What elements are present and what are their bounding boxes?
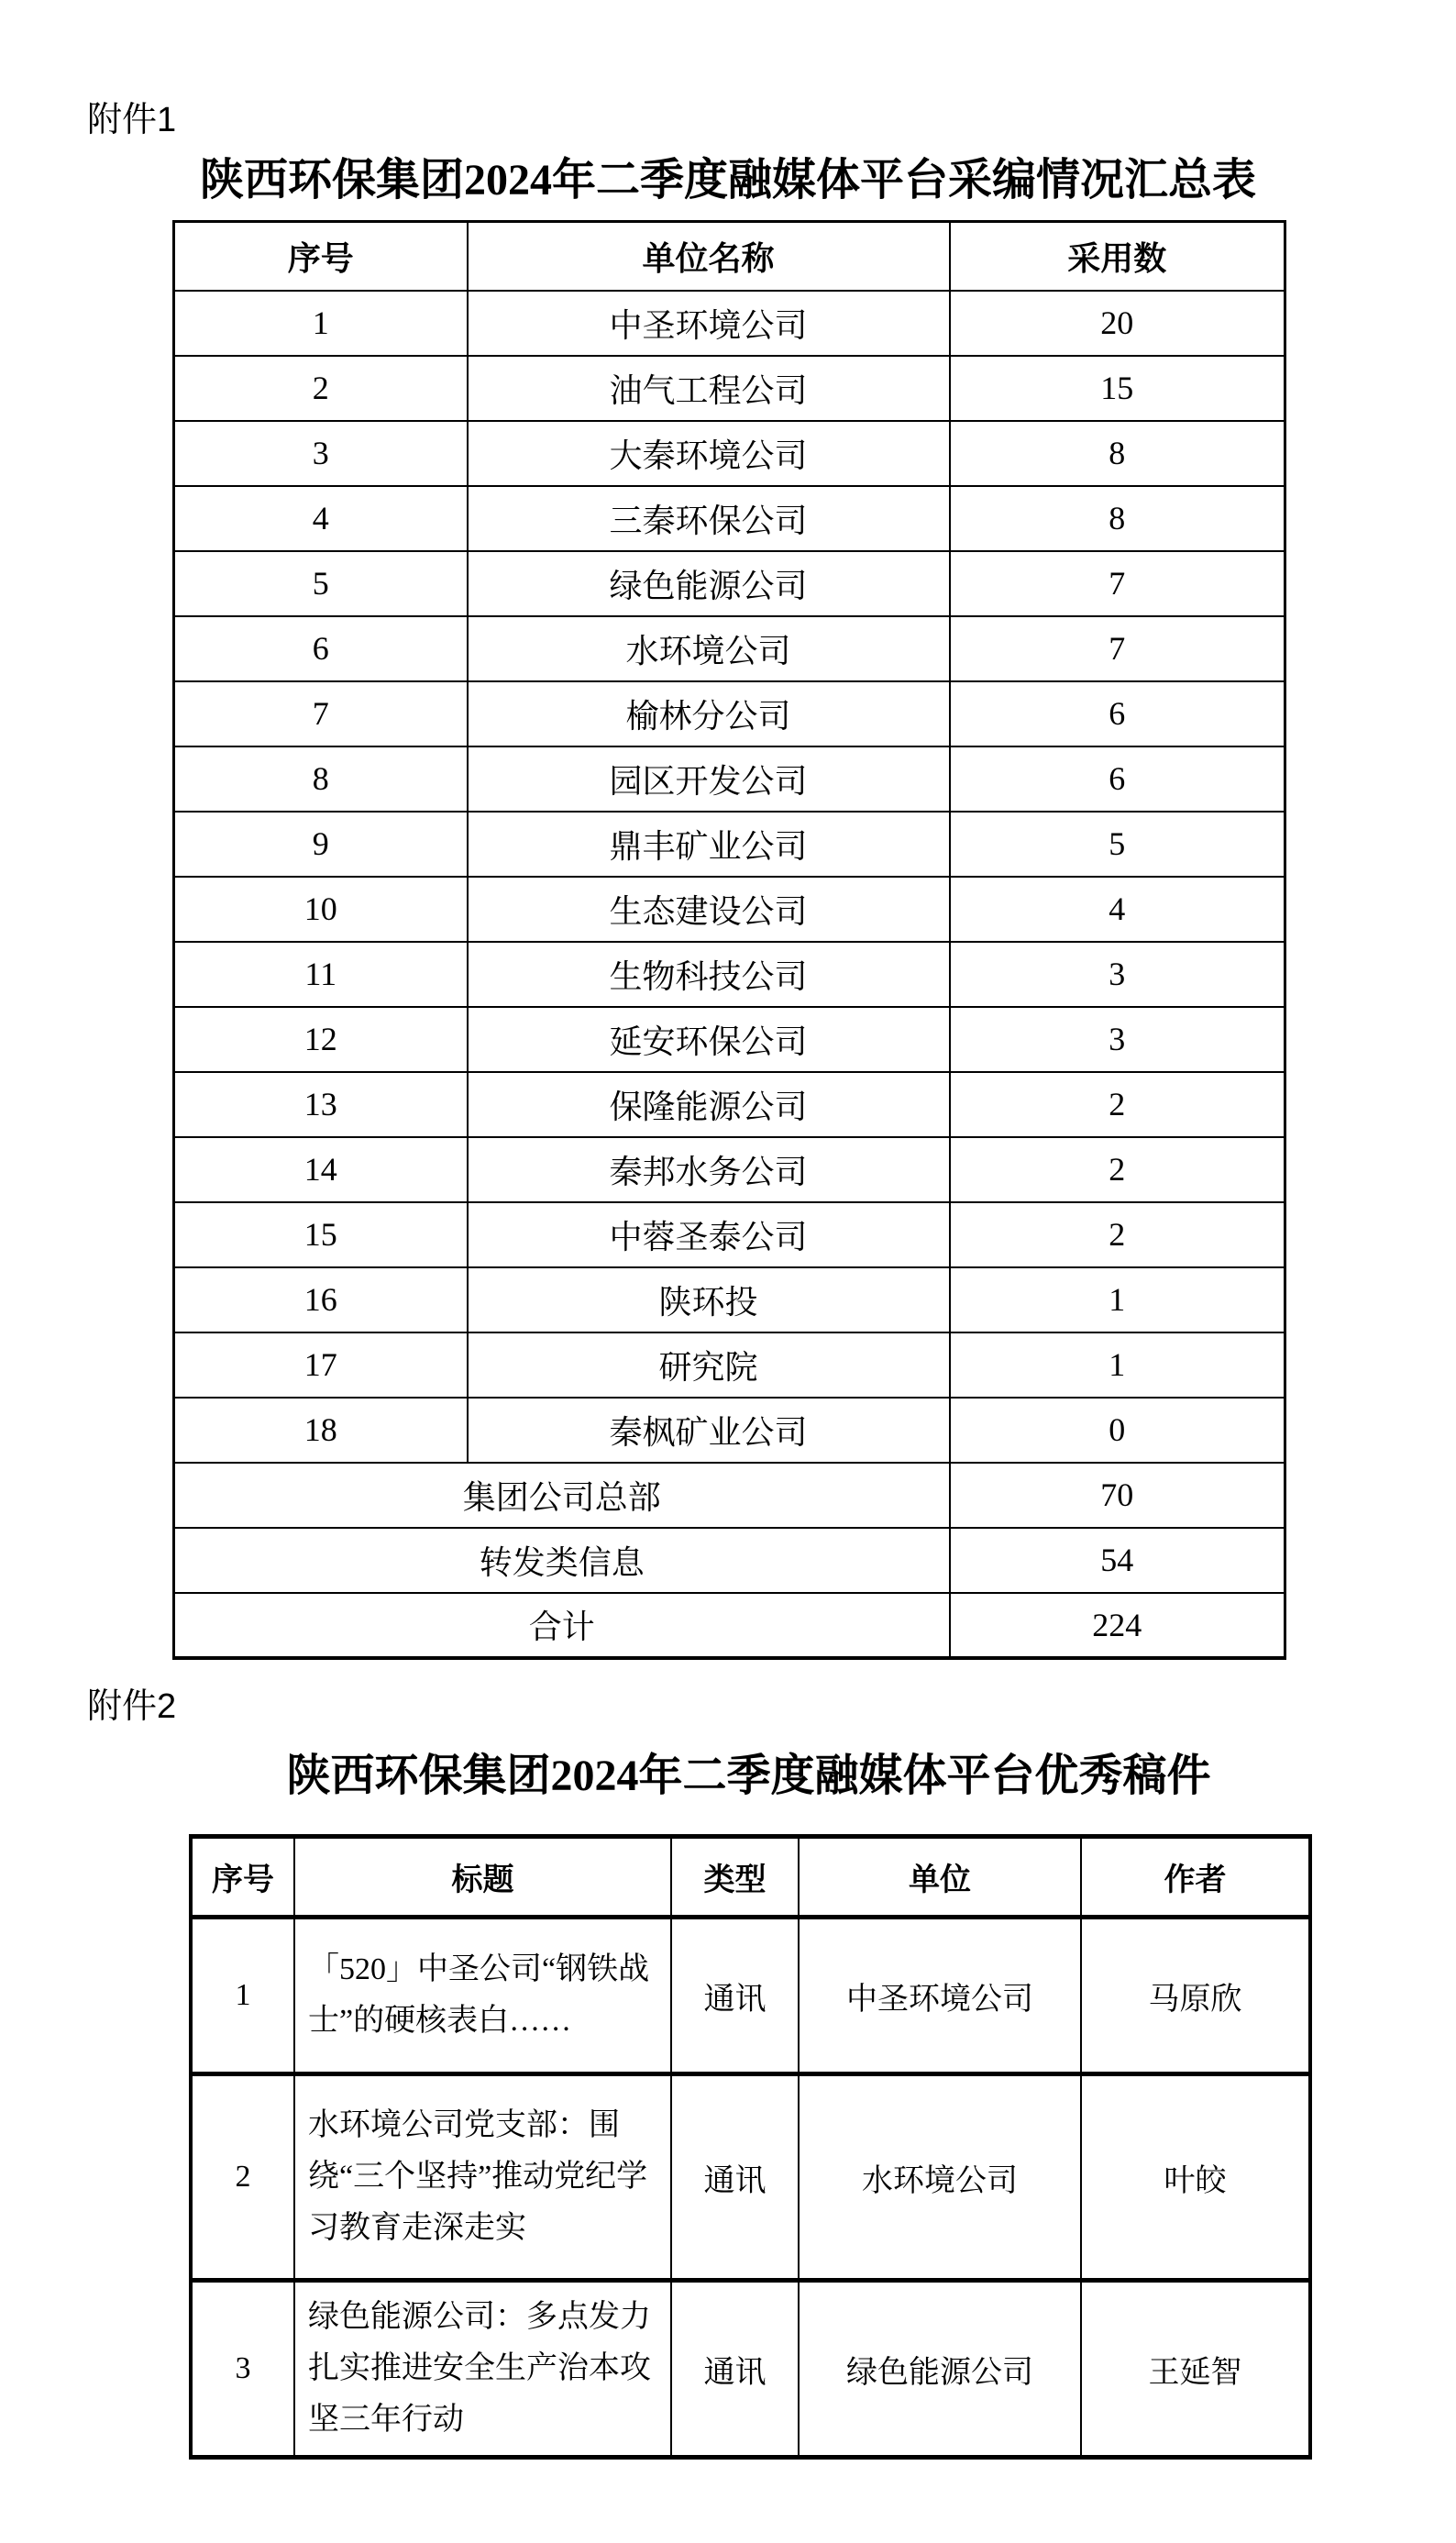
row-number-cell: 1 — [191, 1918, 294, 2074]
adopted-count-cell: 3 — [950, 1007, 1285, 1072]
article-unit-cell: 绿色能源公司 — [799, 2281, 1081, 2458]
unit-name-cell: 大秦环境公司 — [468, 421, 950, 486]
column-header-number: 序号 — [174, 222, 468, 291]
summary-total-row — [174, 1463, 1285, 1528]
articles-table-header-row — [191, 1837, 1310, 1918]
article-author-cell: 王延智 — [1081, 2281, 1310, 2458]
summary-table-row — [174, 551, 1285, 616]
attachment1-label: 附件1 — [87, 101, 177, 139]
column-header-author: 作者 — [1081, 1837, 1310, 1918]
summary-count-cell: 54 — [950, 1528, 1285, 1593]
summary-count-cell: 224 — [950, 1593, 1285, 1658]
adopted-count-cell: 0 — [950, 1398, 1285, 1463]
unit-name-cell: 生物科技公司 — [468, 942, 950, 1007]
summary-table-row — [174, 681, 1285, 746]
article-type-cell: 通讯 — [671, 1918, 799, 2074]
articles-table-row — [191, 2281, 1310, 2458]
unit-name-cell: 绿色能源公司 — [468, 551, 950, 616]
adopted-count-cell: 2 — [950, 1137, 1285, 1202]
unit-name-cell: 榆林分公司 — [468, 681, 950, 746]
summary-count-cell: 70 — [950, 1463, 1285, 1528]
summary-table-row — [174, 812, 1285, 877]
adopted-count-cell: 20 — [950, 291, 1285, 356]
articles-table-row — [191, 1918, 1310, 2074]
row-number-cell: 9 — [174, 812, 468, 877]
unit-name-cell: 延安环保公司 — [468, 1007, 950, 1072]
attachment2-label: 附件2 — [87, 1687, 177, 1726]
row-number-cell: 4 — [174, 486, 468, 551]
row-number-cell: 12 — [174, 1007, 468, 1072]
adopted-count-cell: 15 — [950, 356, 1285, 421]
row-number-cell: 13 — [174, 1072, 468, 1137]
adopted-count-cell: 6 — [950, 746, 1285, 812]
summary-table-row — [174, 942, 1285, 1007]
summary-table-row — [174, 421, 1285, 486]
adopted-count-cell: 7 — [950, 551, 1285, 616]
column-header-article-title: 标题 — [294, 1837, 671, 1918]
summary-label-cell: 集团公司总部 — [174, 1463, 950, 1528]
adopted-count-cell: 1 — [950, 1267, 1285, 1332]
column-header-unit-name: 单位名称 — [468, 222, 950, 291]
row-number-cell: 7 — [174, 681, 468, 746]
summary-table-row — [174, 291, 1285, 356]
adopted-count-cell: 5 — [950, 812, 1285, 877]
adopted-count-cell: 6 — [950, 681, 1285, 746]
summary-table — [172, 220, 1286, 1660]
adopted-count-cell: 1 — [950, 1332, 1285, 1398]
row-number-cell: 15 — [174, 1202, 468, 1267]
adopted-count-cell: 2 — [950, 1202, 1285, 1267]
unit-name-cell: 陕环投 — [468, 1267, 950, 1332]
unit-name-cell: 三秦环保公司 — [468, 486, 950, 551]
adopted-count-cell: 8 — [950, 486, 1285, 551]
unit-name-cell: 中圣环境公司 — [468, 291, 950, 356]
row-number-cell: 18 — [174, 1398, 468, 1463]
summary-table-row — [174, 1202, 1285, 1267]
row-number-cell: 17 — [174, 1332, 468, 1398]
summary-table-row — [174, 616, 1285, 681]
article-unit-cell: 中圣环境公司 — [799, 1918, 1081, 2074]
adopted-count-cell: 8 — [950, 421, 1285, 486]
article-type-cell: 通讯 — [671, 2281, 799, 2458]
unit-name-cell: 鼎丰矿业公司 — [468, 812, 950, 877]
adopted-count-cell: 3 — [950, 942, 1285, 1007]
column-header-unit: 单位 — [799, 1837, 1081, 1918]
summary-table-row — [174, 877, 1285, 942]
article-type-cell: 通讯 — [671, 2074, 799, 2281]
row-number-cell: 2 — [174, 356, 468, 421]
unit-name-cell: 保隆能源公司 — [468, 1072, 950, 1137]
column-header-adopted-count: 采用数 — [950, 222, 1285, 291]
adopted-count-cell: 7 — [950, 616, 1285, 681]
article-author-cell: 马原欣 — [1081, 1918, 1310, 2074]
adopted-count-cell: 2 — [950, 1072, 1285, 1137]
summary-label-cell: 合计 — [174, 1593, 950, 1658]
unit-name-cell: 研究院 — [468, 1332, 950, 1398]
adopted-count-cell: 4 — [950, 877, 1285, 942]
row-number-cell: 1 — [174, 291, 468, 356]
table2-title: 陕西环保集团2024年二季度融媒体平台优秀稿件 — [286, 1752, 1211, 1800]
row-number-cell: 14 — [174, 1137, 468, 1202]
summary-table-row — [174, 1267, 1285, 1332]
unit-name-cell: 园区开发公司 — [468, 746, 950, 812]
column-header-type: 类型 — [671, 1837, 799, 1918]
summary-total-row — [174, 1593, 1285, 1658]
unit-name-cell: 中蓉圣泰公司 — [468, 1202, 950, 1267]
summary-table-row — [174, 1398, 1285, 1463]
row-number-cell: 3 — [174, 421, 468, 486]
article-title-cell: 「520」中圣公司“钢铁战士”的硬核表白…… — [294, 1918, 671, 2074]
summary-table-row — [174, 1332, 1285, 1398]
summary-table-row — [174, 1072, 1285, 1137]
summary-table-row — [174, 356, 1285, 421]
summary-total-row — [174, 1528, 1285, 1593]
unit-name-cell: 秦枫矿业公司 — [468, 1398, 950, 1463]
row-number-cell: 10 — [174, 877, 468, 942]
summary-table-row — [174, 1137, 1285, 1202]
row-number-cell: 8 — [174, 746, 468, 812]
summary-table-row — [174, 1007, 1285, 1072]
summary-table-row — [174, 486, 1285, 551]
summary-table-row — [174, 746, 1285, 812]
summary-label-cell: 转发类信息 — [174, 1528, 950, 1593]
unit-name-cell: 水环境公司 — [468, 616, 950, 681]
articles-table-row — [191, 2074, 1310, 2281]
row-number-cell: 16 — [174, 1267, 468, 1332]
article-author-cell: 叶皎 — [1081, 2074, 1310, 2281]
article-title-cell: 绿色能源公司：多点发力扎实推进安全生产治本攻坚三年行动 — [294, 2281, 671, 2458]
unit-name-cell: 秦邦水务公司 — [468, 1137, 950, 1202]
row-number-cell: 2 — [191, 2074, 294, 2281]
article-title-cell: 水环境公司党支部：围绕“三个坚持”推动党纪学习教育走深走实 — [294, 2074, 671, 2281]
row-number-cell: 11 — [174, 942, 468, 1007]
unit-name-cell: 生态建设公司 — [468, 877, 950, 942]
unit-name-cell: 油气工程公司 — [468, 356, 950, 421]
column-header-number: 序号 — [191, 1837, 294, 1918]
row-number-cell: 6 — [174, 616, 468, 681]
row-number-cell: 3 — [191, 2281, 294, 2458]
row-number-cell: 5 — [174, 551, 468, 616]
article-unit-cell: 水环境公司 — [799, 2074, 1081, 2281]
table1-title: 陕西环保集团2024年二季度融媒体平台采编情况汇总表 — [199, 156, 1256, 205]
articles-table — [189, 1834, 1312, 2460]
summary-table-header-row — [174, 222, 1285, 291]
